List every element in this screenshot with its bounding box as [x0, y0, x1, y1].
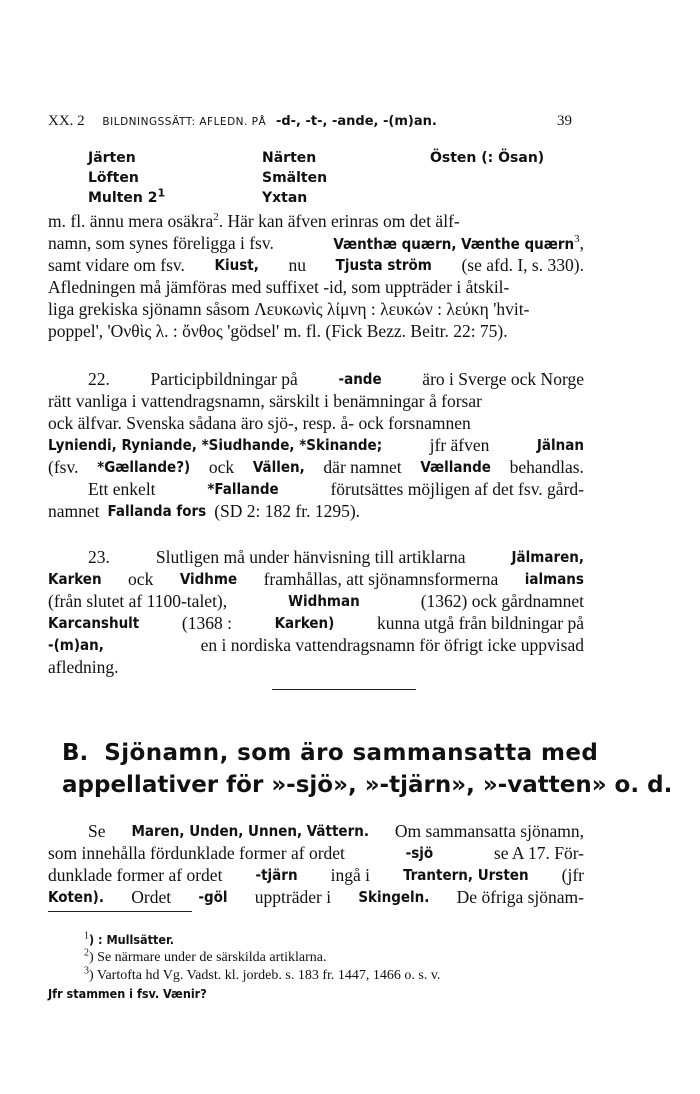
footnote-2: $^2$) Se närmare under de särskilda artiklarna. — [84, 947, 327, 965]
para21-line1: m. fl. ännu mera osäkra$^2$. Här kan äfven erinras om det älf- — [48, 211, 460, 231]
para21-line3: samt vidare om fsv. Kiust, nu Tjusta ström (se afd. I, s. 330). — [48, 255, 584, 275]
para22-line2: rätt vanliga i vattendragsnamn, särskilt i benämningar å forsar — [48, 391, 482, 411]
footnote-rule — [48, 911, 192, 912]
para23-line6: afledning. — [48, 657, 119, 677]
para21-line2: namn, som synes föreligga i fsv. Vænthæ quærn, Vænthe quærn$^3$, — [48, 233, 584, 253]
footnote-3-cont: Jfr stammen i fsv. Vænir? — [48, 986, 207, 1001]
para22-line4: Lyniendi, Ryniande, *Siudhande, *Skinande; jfr äfven Jälnan — [48, 435, 584, 455]
lake-list-col1-row3: Multen $2^1$ — [88, 186, 166, 206]
para22-line3: ock älfvar. Svenska sådana äro sjö-, resp. å- ock forsnamnen — [48, 413, 471, 433]
para22-line7: namnet Fallanda fors (SD 2: 182 fr. 1295). — [48, 501, 361, 521]
para-b-line1: Se Maren, Unden, Unnen, Vättern. Om sammansatta sjönamn, — [88, 821, 584, 841]
para22-line1: 22. Participbildningar på -ande äro i Sverge ock Norge — [88, 369, 584, 389]
para22-line5: (fsv. *Gællande?) ock Vällen, där namnet Vællande behandlas. — [48, 457, 584, 477]
footnote-3: $^3$) Vartofta hd Vg. Vadst. kl. jordeb. s. 183 fr. 1447, 1466 o. s. v. — [84, 965, 441, 983]
section-divider — [272, 689, 416, 690]
para-b-line2: som innehålla fördunklade former af ordet -sjö se A 17. För- — [48, 843, 584, 863]
para23-line3: (från slutet af 1100-talet), Widhman (1362) ock gårdnamnet — [48, 591, 584, 611]
para-b-line4: Koten). Ordet -göl uppträder i Skingeln. De öfriga sjönam- — [48, 887, 584, 907]
para21-line4: Afledningen må jämföras med suffixet -id, som uppträder i åtskil- — [48, 277, 510, 297]
header-suffixes: -d-, -t-, -ande, -(m)an. — [275, 114, 437, 129]
running-header — [48, 113, 584, 130]
para23-line4: Karcanshult (1368 : Karken) kunna utgå från bildningar på — [48, 613, 584, 633]
section-number: XX. 2 — [48, 113, 85, 129]
lake-list-col2-row3: Yxtan — [262, 190, 308, 206]
lake-list-col1-row1: Järten — [88, 150, 136, 166]
header-title: BILDNINGSSÄTT: AFLEDN. PÅ — [102, 116, 267, 128]
para21-line5: liga grekiska sjönamn såsom Λευκωνὶς λίμνη : λευκών : λεύκη 'hvit- — [48, 299, 530, 319]
lake-list-col2-row1: Närten — [262, 150, 317, 166]
lake-list-col2-row2: Smälten — [262, 170, 328, 186]
para23-line1: 23. Slutligen må under hänvisning till artiklarna Jälmaren, — [88, 547, 584, 567]
para21-line6: poppel', 'Ονθὶς λ. : ὄνθος 'gödsel' m. fl. (Fick Bezz. Beitr. 22: 75). — [48, 321, 508, 341]
para23-line5: -(m)an, en i nordiska vattendragsnamn för öfrigt icke uppvisad — [48, 635, 584, 655]
section-heading-line1: B. Sjönamn, som äro sammansatta med — [62, 740, 599, 766]
lake-list-col1-row2: Löften — [88, 170, 139, 186]
lake-list-col3-row1: Östen (: Ösan) — [430, 150, 545, 166]
section-heading-line2: appellativer för »-sjö», »-tjärn», »-vatten» o. d. — [62, 772, 673, 798]
para22-line6: Ett enkelt *Fallande förutsättes möjligen af det fsv. gård- — [88, 479, 584, 499]
page-number: 39 — [557, 113, 572, 129]
footnote-1: $^1$) : Mullsätter. — [84, 930, 175, 947]
para-b-line3: dunklade former af ordet -tjärn ingå i Trantern, Ursten (jfr — [48, 865, 584, 885]
para23-line2: Karken ock Vidhme framhållas, att sjönamnsformerna ialmans — [48, 569, 584, 589]
